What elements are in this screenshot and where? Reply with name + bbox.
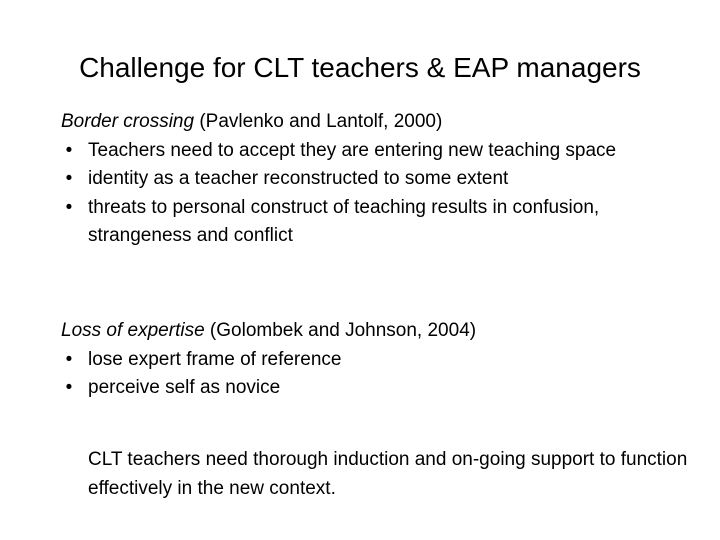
bullet-item: [61, 374, 701, 403]
section-heading: [61, 317, 701, 346]
bullet-list: [61, 137, 701, 251]
bullet-icon: •: [65, 196, 73, 218]
section-citation: (Golombek and Johnson, 2004): [209, 320, 477, 341]
bullet-item: [61, 194, 701, 251]
conclusion-text: CLT teachers need thorough induction and on-going support to function effectively in the new context.: [88, 449, 688, 499]
bullet-icon: •: [65, 348, 73, 370]
section-border-crossing: [61, 108, 701, 251]
bullet-icon: •: [65, 139, 73, 161]
bullet-text: Teachers need to accept they are entering new teaching space: [88, 139, 617, 161]
bullet-text: lose expert frame of reference: [88, 348, 342, 370]
bullet-text: identity as a teacher reconstructed to some extent: [88, 168, 509, 189]
bullet-icon: •: [65, 377, 73, 398]
bullet-text: perceive self as novice: [88, 377, 281, 398]
bullet-item: [61, 137, 701, 166]
section-heading: [61, 108, 701, 137]
section-citation: (Pavlenko and Lantolf, 2000): [199, 111, 443, 132]
bullet-list: [61, 346, 701, 403]
bullet-item: [61, 165, 701, 194]
section-term: Border crossing: [61, 111, 195, 132]
bullet-text: threats to personal construct of teaching results in confusion, strangeness and conflict: [88, 196, 600, 246]
bullet-item: [61, 346, 701, 375]
section-loss-of-expertise: [61, 317, 701, 403]
section-term: Loss of expertise: [61, 320, 205, 341]
slide-title: Challenge for CLT teachers & EAP managers: [79, 52, 641, 83]
bullet-icon: •: [65, 168, 73, 189]
